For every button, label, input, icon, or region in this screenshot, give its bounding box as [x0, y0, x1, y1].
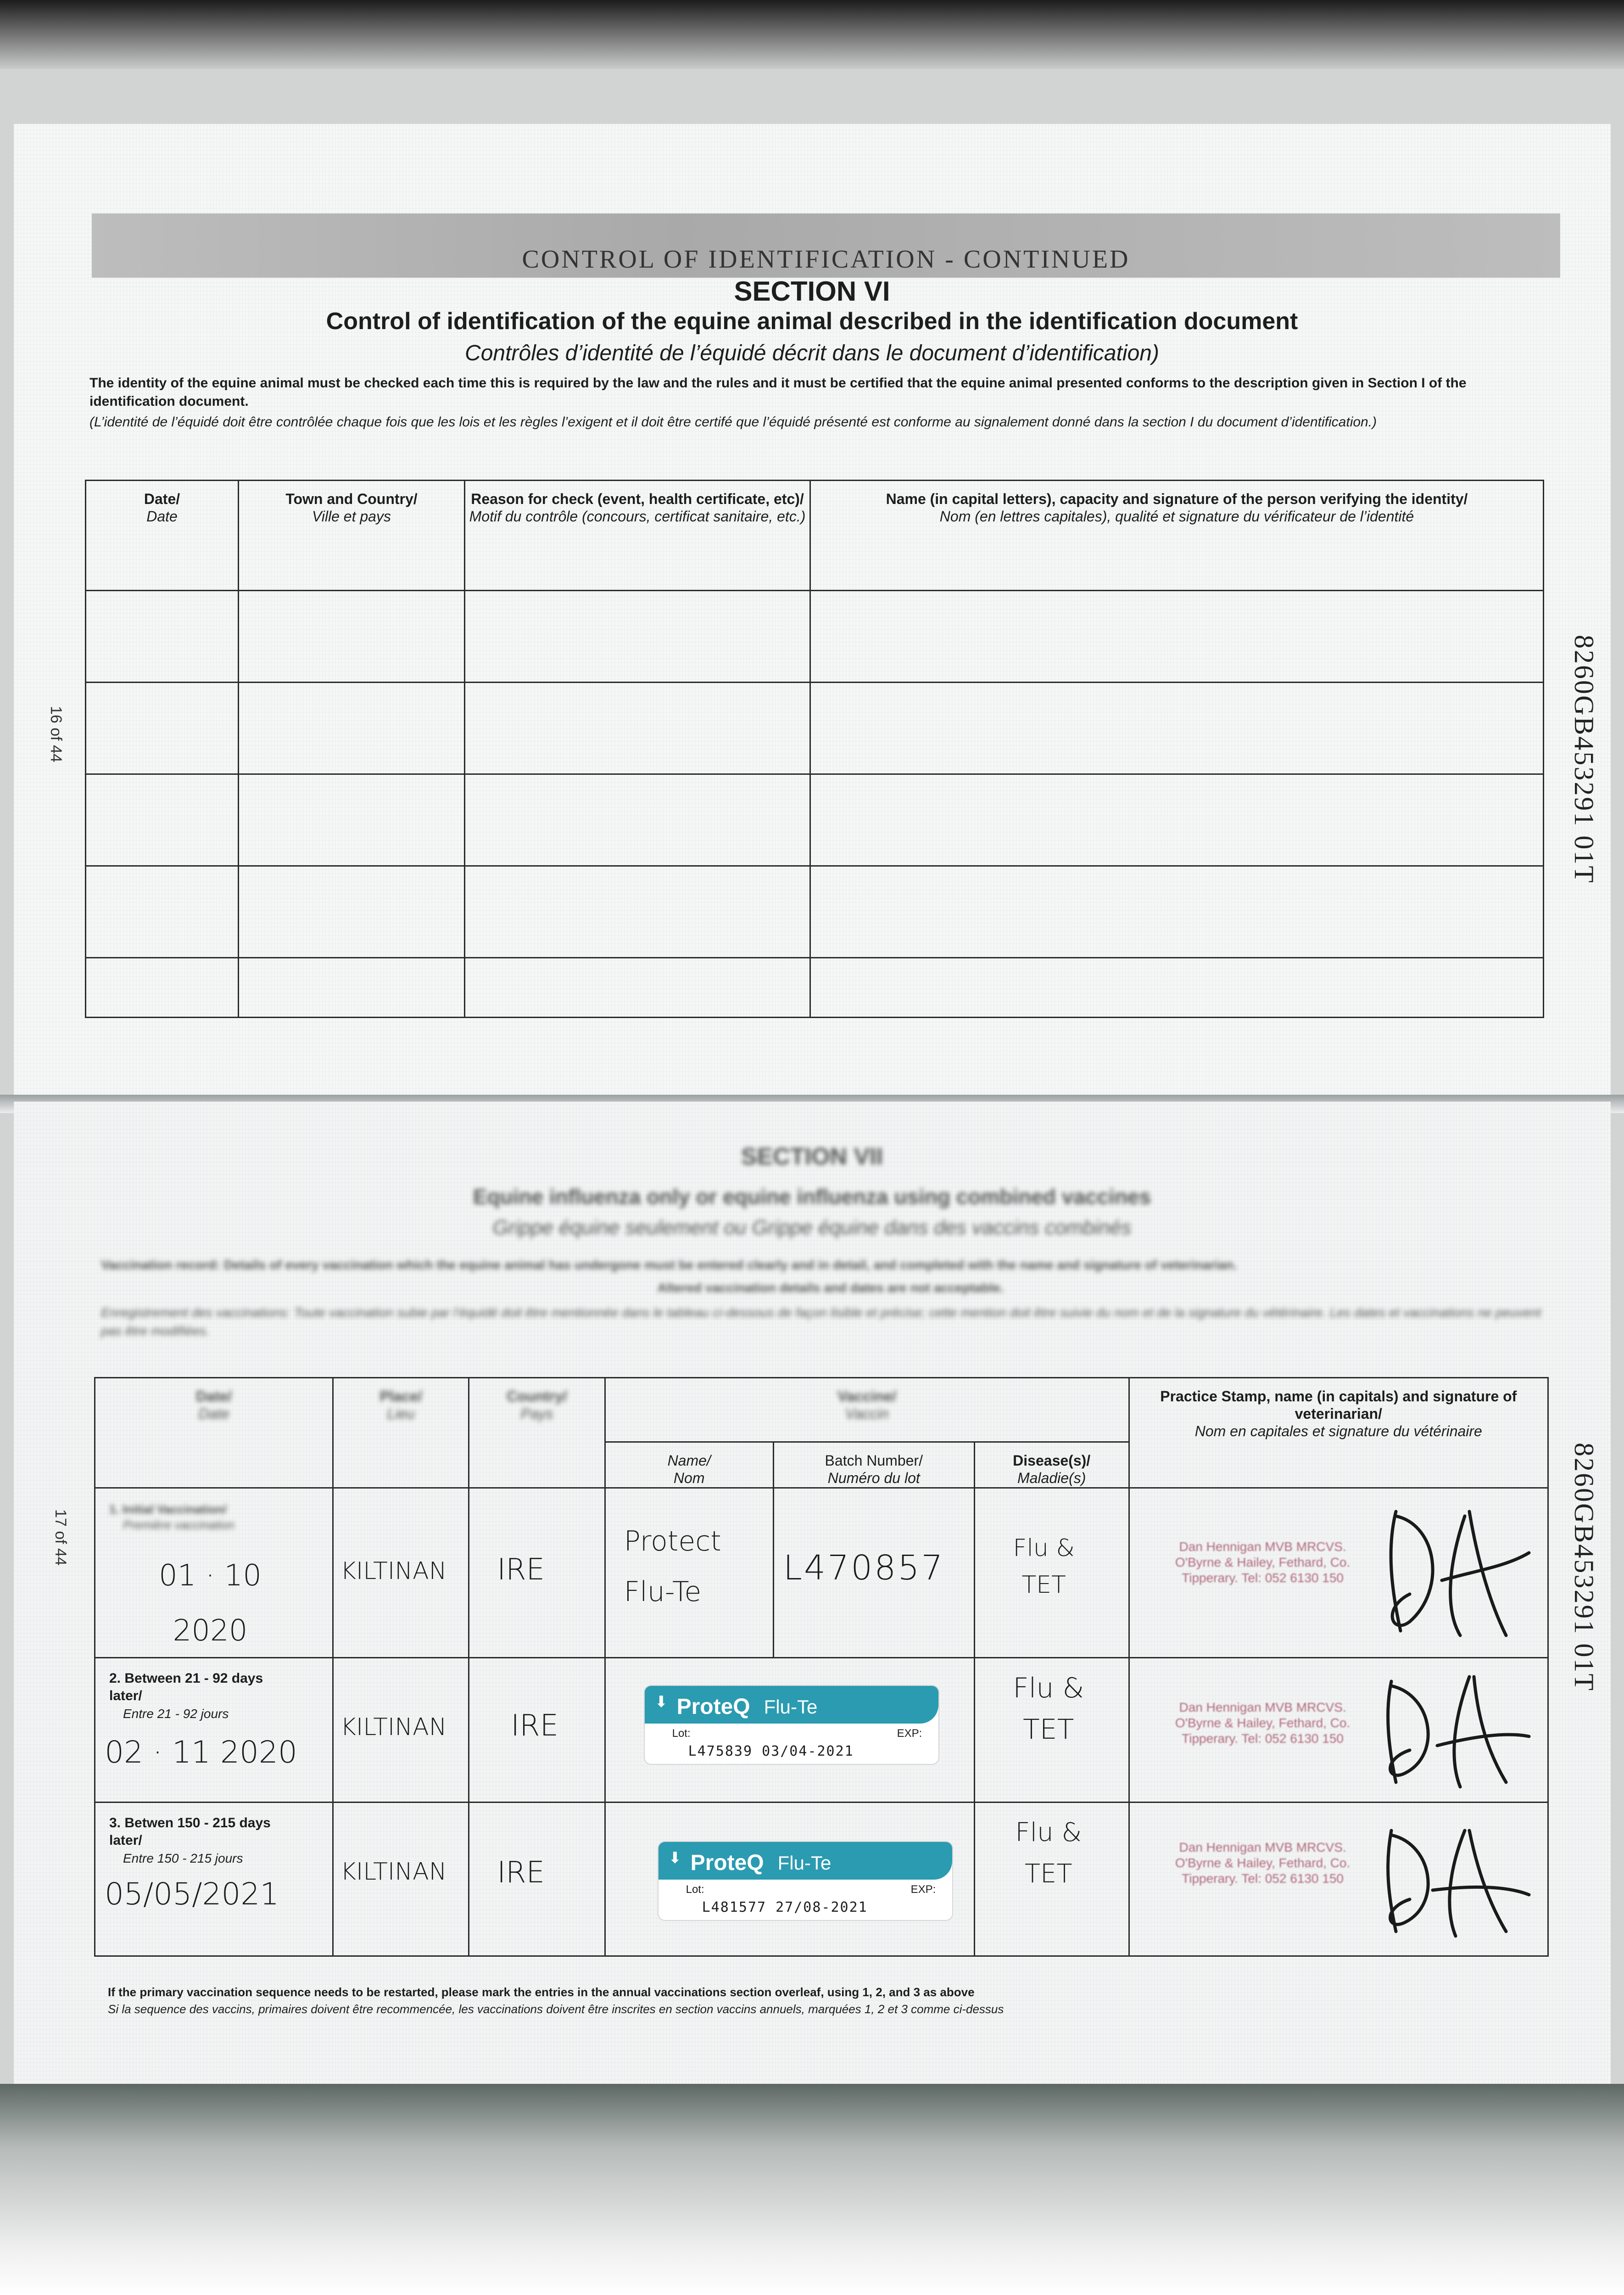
row-1-country-cell	[469, 1488, 605, 1658]
page-number-16: 16 of 44	[47, 706, 65, 762]
row-1-batch: L470857	[783, 1548, 945, 1588]
row-2-sticker-lot-label: Lot:	[672, 1727, 691, 1740]
row-2-country: IRE	[511, 1709, 559, 1743]
row-3-date-cell	[95, 1802, 333, 1956]
header-vaccine: Vaccine/ Vaccin	[605, 1378, 1129, 1442]
row-1-date: 01 · 10 2020	[159, 1559, 262, 1648]
row-3-country: IRE	[497, 1856, 545, 1890]
row-1-label: 1. Initial Vaccination/	[109, 1502, 227, 1516]
row-3-sticker-exp-label: EXP:	[910, 1883, 936, 1896]
table-row	[86, 866, 1544, 958]
row-2-sticker-lot-number: L475839 03/04-2021	[688, 1743, 854, 1759]
row-3-disease: Flu & TET	[1015, 1818, 1082, 1889]
row-3-disease-cell	[974, 1802, 1129, 1956]
row-1-signature	[1368, 1498, 1534, 1649]
down-arrow-icon: ⬇	[654, 1693, 668, 1711]
section-heading: SECTION VI	[734, 276, 890, 307]
row-2-date-cell	[95, 1658, 333, 1802]
identity-check-table	[85, 480, 1544, 1018]
header-vaccine-name: Name/ Nom	[605, 1442, 773, 1488]
header-disease: Disease(s)/ Maladie(s)	[974, 1442, 1129, 1488]
row-2-practice-stamp: Dan Hennigan MVB MRCVS. O'Byrne & Hailey, Fethard, Co. Tipperary. Tel: 052 6130 150	[1175, 1700, 1351, 1746]
row-3-label-fr: Entre 150 - 215 jours	[123, 1851, 243, 1865]
row-1-practice-cell	[1129, 1488, 1548, 1658]
row-1-country: IRE	[497, 1553, 545, 1587]
header-batch-number: Batch Number/ Numéro du lot	[773, 1442, 974, 1488]
row-1-label-fr: Première vaccination	[123, 1518, 234, 1532]
scan-bottom-shadow	[0, 2084, 1624, 2295]
row-1-place: KILTINAN	[340, 1557, 447, 1585]
table-row	[86, 774, 1544, 866]
row-1-place-cell	[333, 1488, 469, 1658]
vaccination-table	[94, 1377, 1549, 1957]
row-2-country-cell	[469, 1658, 605, 1802]
row-2-signature	[1368, 1668, 1534, 1796]
header-place: Place/ Lieu	[333, 1378, 469, 1488]
vaccination-intro-fr: Enregistrement des vaccinations: Toute vaccination subie par l’équidé doit être mentionnée dans le tableau ci-dessous de façon lisible et précise; cette mention doit être suivie du nom et de la signature du vétérinaire. Les dates et vaccinations ne peuvent pas être modifiées.	[101, 1305, 1541, 1338]
header-country: Country/ Pays	[469, 1378, 605, 1488]
scan-top-shadow	[0, 0, 1624, 69]
row-3-label: 3. Betwen 150 - 215 days later/	[109, 1815, 271, 1848]
section-title: Control of identification of the equine animal described in the identification document	[326, 308, 1298, 335]
row-2-disease: Flu & TET	[1013, 1672, 1084, 1746]
row-2-sticker-brand: ProteQ	[676, 1695, 750, 1719]
row-3-vaccine-sticker-cell	[605, 1802, 974, 1956]
row-1-vaccine-name-cell	[605, 1488, 773, 1658]
row-1-vaccine-name: Protect Flu-Te	[624, 1525, 721, 1608]
vaccination-row-3	[95, 1802, 1548, 1956]
header-reason: Reason for check (event, health certificate, etc)/ Motif du contrôle (concours, certificat sanitaire, etc.)	[465, 481, 810, 591]
row-1-disease: Flu & TET	[1013, 1534, 1075, 1599]
row-3-practice-stamp: Dan Hennigan MVB MRCVS. O'Byrne & Hailey, Fethard, Co. Tipperary. Tel: 052 6130 150	[1175, 1840, 1351, 1886]
row-3-sticker-product: Flu-Te	[777, 1852, 832, 1874]
header-town-country: Town and Country/ Ville et pays	[239, 481, 465, 591]
header-verifier: Name (in capital letters), capacity and signature of the person verifying the identity/ Nom (en lettres capitales), qualité et signature du vérificateur de l’identité	[810, 481, 1544, 591]
vaccination-intro-2: Altered vaccination details and dates are not acceptable.	[657, 1281, 1004, 1295]
row-3-vaccine-sticker	[659, 1842, 952, 1920]
table-row	[86, 958, 1544, 1018]
vaccination-header-row	[95, 1378, 1548, 1442]
vaccination-title: Equine influenza only or equine influenza using combined vaccines	[473, 1185, 1151, 1209]
header-practice-stamp: Practice Stamp, name (in capitals) and signature of veterinarian/ Nom en capitales et signature du vétérinaire	[1129, 1378, 1548, 1488]
row-3-signature	[1368, 1817, 1534, 1945]
header-date: Date/ Date	[86, 481, 239, 591]
vaccination-intro: Vaccination record: Details of every vaccination which the equine animal has undergone must be entered clearly and in detail, and completed with the name and signature of veterinarian.	[101, 1258, 1237, 1272]
vaccination-row-1	[95, 1488, 1548, 1658]
intro-text: The identity of the equine animal must be checked each time this is required by the law and the rules and it must be certified that the equine animal presented conforms to the description given in Section I of the identification document.	[89, 375, 1467, 409]
vaccination-section-heading: SECTION VII	[741, 1143, 883, 1170]
document-id-bottom: 8260GB453291 01T	[1569, 1443, 1599, 1692]
section-title-fr: Contrôles d’identité de l’équidé décrit dans le document d’identification)	[465, 341, 1159, 365]
table-row	[86, 591, 1544, 683]
row-2-place: KILTINAN	[340, 1713, 447, 1741]
row-2-date: 02 · 11 2020	[105, 1735, 297, 1770]
banner-title: CONTROL OF IDENTIFICATION - CONTINUED	[522, 245, 1130, 274]
intro-text-fr: (L’identité de l’équidé doit être contrôlée chaque fois que les lois et les règles l’exigent et il doit être certifé que l’équidé présenté est conforme au signalement donné dans la section I du document d’identification.)	[89, 414, 1377, 430]
row-2-practice-cell	[1129, 1658, 1548, 1802]
row-3-country-cell	[469, 1802, 605, 1956]
vaccination-row-2	[95, 1658, 1548, 1802]
row-1-batch-cell	[773, 1488, 974, 1658]
section-banner	[92, 213, 1560, 278]
header-date: Date/ Date	[95, 1378, 333, 1488]
row-3-sticker-lot-number: L481577 27/08-2021	[702, 1899, 868, 1915]
row-1-date-cell	[95, 1488, 333, 1658]
row-2-place-cell	[333, 1658, 469, 1802]
document-id-top: 8260GB453291 01T	[1569, 635, 1599, 884]
row-2-sticker-product: Flu-Te	[764, 1696, 818, 1718]
row-1-practice-stamp: Dan Hennigan MVB MRCVS. O'Byrne & Hailey, Fethard, Co. Tipperary. Tel: 052 6130 150	[1175, 1539, 1351, 1585]
row-1-disease-cell	[974, 1488, 1129, 1658]
row-3-date: 05/05/2021	[105, 1876, 279, 1912]
down-arrow-icon: ⬇	[668, 1849, 682, 1867]
table-row	[86, 683, 1544, 774]
row-2-disease-cell	[974, 1658, 1129, 1802]
row-2-label: 2. Between 21 - 92 days later/	[109, 1671, 263, 1703]
footnote-fr: Si la sequence des vaccins, primaires doivent être recommencée, les vaccinations doivent être inscrites en section vaccins annuels, marquées 1, 2 et 3 comme ci-dessus	[108, 2002, 1004, 2016]
vaccination-title-fr: Grippe équine seulement ou Grippe équine dans des vaccins combinés	[492, 1216, 1132, 1239]
table-header-row	[86, 481, 1544, 591]
row-2-vaccine-sticker-cell	[605, 1658, 974, 1802]
row-3-sticker-lot-label: Lot:	[686, 1883, 704, 1896]
page-number-17: 17 of 44	[51, 1509, 69, 1566]
row-3-place: KILTINAN	[340, 1858, 447, 1886]
row-2-label-fr: Entre 21 - 92 jours	[123, 1707, 229, 1721]
row-3-place-cell	[333, 1802, 469, 1956]
row-2-vaccine-sticker	[645, 1686, 938, 1764]
row-3-practice-cell	[1129, 1802, 1548, 1956]
row-2-sticker-exp-label: EXP:	[897, 1727, 922, 1740]
footnote: If the primary vaccination sequence needs to be restarted, please mark the entries in the annual vaccinations section overleaf, using 1, 2, and 3 as above	[108, 1985, 975, 1999]
row-3-sticker-brand: ProteQ	[690, 1851, 764, 1875]
